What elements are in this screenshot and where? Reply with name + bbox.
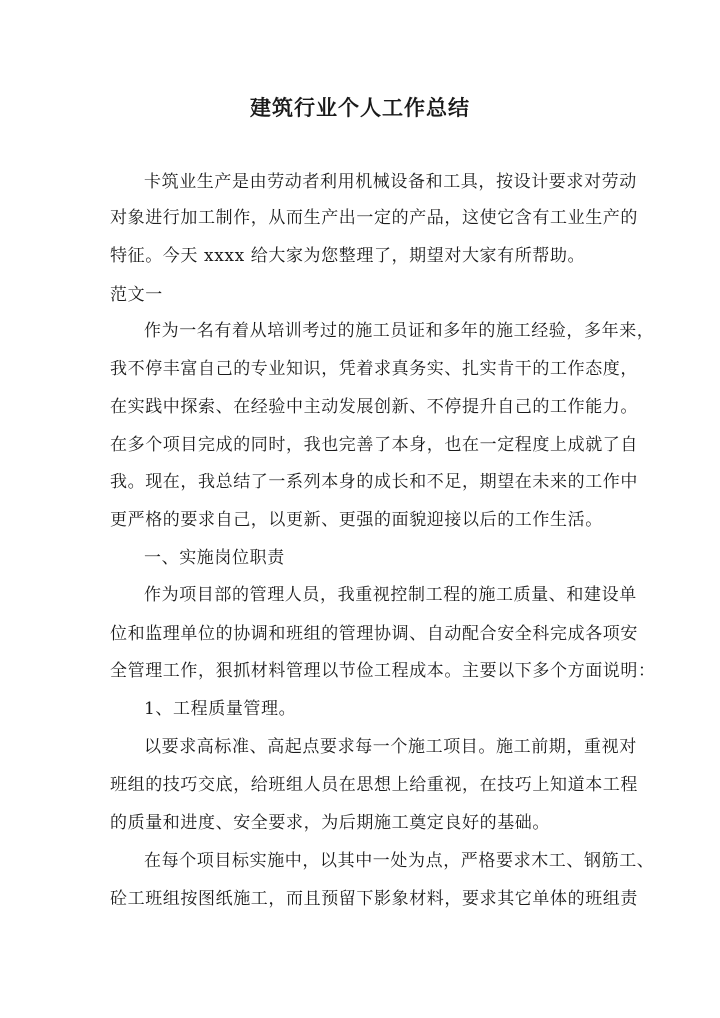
- section-heading: 范文一: [110, 285, 163, 305]
- paragraph-line: 特征。今天 xxxx 给大家为您整理了，期望对大家有所帮助。: [110, 246, 586, 266]
- section-heading: 一、实施岗位职责: [144, 548, 285, 568]
- paragraph-line: 的质量和进度、安全要求，为后期施工奠定良好的基础。: [110, 813, 550, 833]
- paragraph-line: 以要求高标准、高起点要求每一个施工项目。施工前期，重视对: [144, 737, 637, 757]
- paragraph-line: 在每个项目标实施中，以其中一处为点，严格要求木工、钢筋工、: [144, 851, 655, 871]
- paragraph-line: 作为项目部的管理人员，我重视控制工程的施工质量、和建设单: [144, 585, 637, 605]
- paragraph-line: 我不停丰富自己的专业知识，凭着求真务实、扎实肯干的工作态度，: [110, 359, 638, 379]
- paragraph-line: 卡筑业生产是由劳动者利用机械设备和工具，按设计要求对劳动: [144, 172, 637, 192]
- paragraph-line: 全管理工作，狠抓材料管理以节俭工程成本。主要以下多个方面说明：: [110, 661, 656, 681]
- paragraph-line: 更严格的要求自己，以更新、更强的面貌迎接以后的工作生活。: [110, 510, 603, 530]
- paragraph-line: 我。现在，我总结了一系列本身的成长和不足，期望在未来的工作中: [110, 472, 638, 492]
- paragraph-line: 砼工班组按图纸施工，而且预留下影象材料，要求其它单体的班组责: [110, 889, 638, 909]
- paragraph-line: 作为一名有着从培训考过的施工员证和多年的施工经验，多年来，: [144, 321, 655, 341]
- paragraph-line: 在实践中探索、在经验中主动发展创新、不停提升自己的工作能力。: [110, 397, 638, 417]
- paragraph-line: 班组的技巧交底，给班组人员在思想上给重视，在技巧上知道本工程: [110, 775, 638, 795]
- paragraph-line: 位和监理单位的协调和班组的管理协调、自动配合安全科完成各项安: [110, 624, 638, 644]
- subsection-heading: 1、工程质量管理。: [144, 699, 297, 719]
- paragraph-line: 在多个项目完成的同时，我也完善了本身，也在一定程度上成就了自: [110, 435, 638, 455]
- document-title: 建筑行业个人工作总结: [250, 95, 470, 120]
- paragraph-line: 对象进行加工制作，从而生产出一定的产品，这使它含有工业生产的: [110, 208, 638, 228]
